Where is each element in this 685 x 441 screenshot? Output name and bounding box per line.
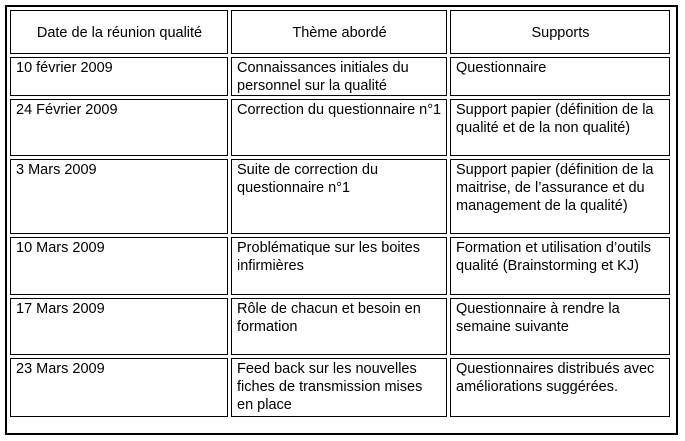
cell-theme: Feed back sur les nouvelles fiches de transmission mises en place	[231, 358, 447, 417]
cell-theme: Connaissances initiales du personnel sur la qualité	[231, 57, 447, 96]
cell-theme: Problématique sur les boites infirmières	[231, 237, 447, 295]
cell-supports: Formation et utilisation d’outils qualité (Brainstorming et KJ)	[450, 237, 670, 295]
cell-date: 10 février 2009	[10, 57, 228, 96]
table-header-row	[10, 10, 670, 54]
cell-date: 3 Mars 2009	[10, 159, 228, 234]
cell-supports: Support papier (définition de la qualité et de la non qualité)	[450, 99, 670, 156]
table-row	[10, 237, 670, 295]
table-row	[10, 99, 670, 156]
cell-supports: Questionnaire	[450, 57, 670, 96]
meeting-table-frame	[5, 5, 678, 435]
quality-meetings-table	[7, 7, 673, 420]
table-row	[10, 57, 670, 96]
header-supports: Supports	[450, 10, 670, 54]
table-row	[10, 298, 670, 355]
cell-date: 24 Février 2009	[10, 99, 228, 156]
table-row	[10, 159, 670, 234]
cell-date: 23 Mars 2009	[10, 358, 228, 417]
table-row	[10, 358, 670, 417]
header-theme: Thème abordé	[231, 10, 447, 54]
cell-supports: Support papier (définition de la maitrise, de l’assurance et du management de la qualité)	[450, 159, 670, 234]
cell-date: 17 Mars 2009	[10, 298, 228, 355]
cell-supports: Questionnaires distribués avec améliorations suggérées.	[450, 358, 670, 417]
cell-theme: Rôle de chacun et besoin en formation	[231, 298, 447, 355]
cell-date: 10 Mars 2009	[10, 237, 228, 295]
cell-theme: Suite de correction du questionnaire n°1	[231, 159, 447, 234]
cell-theme: Correction du questionnaire n°1	[231, 99, 447, 156]
cell-supports: Questionnaire à rendre la semaine suivante	[450, 298, 670, 355]
header-date: Date de la réunion qualité	[10, 10, 228, 54]
